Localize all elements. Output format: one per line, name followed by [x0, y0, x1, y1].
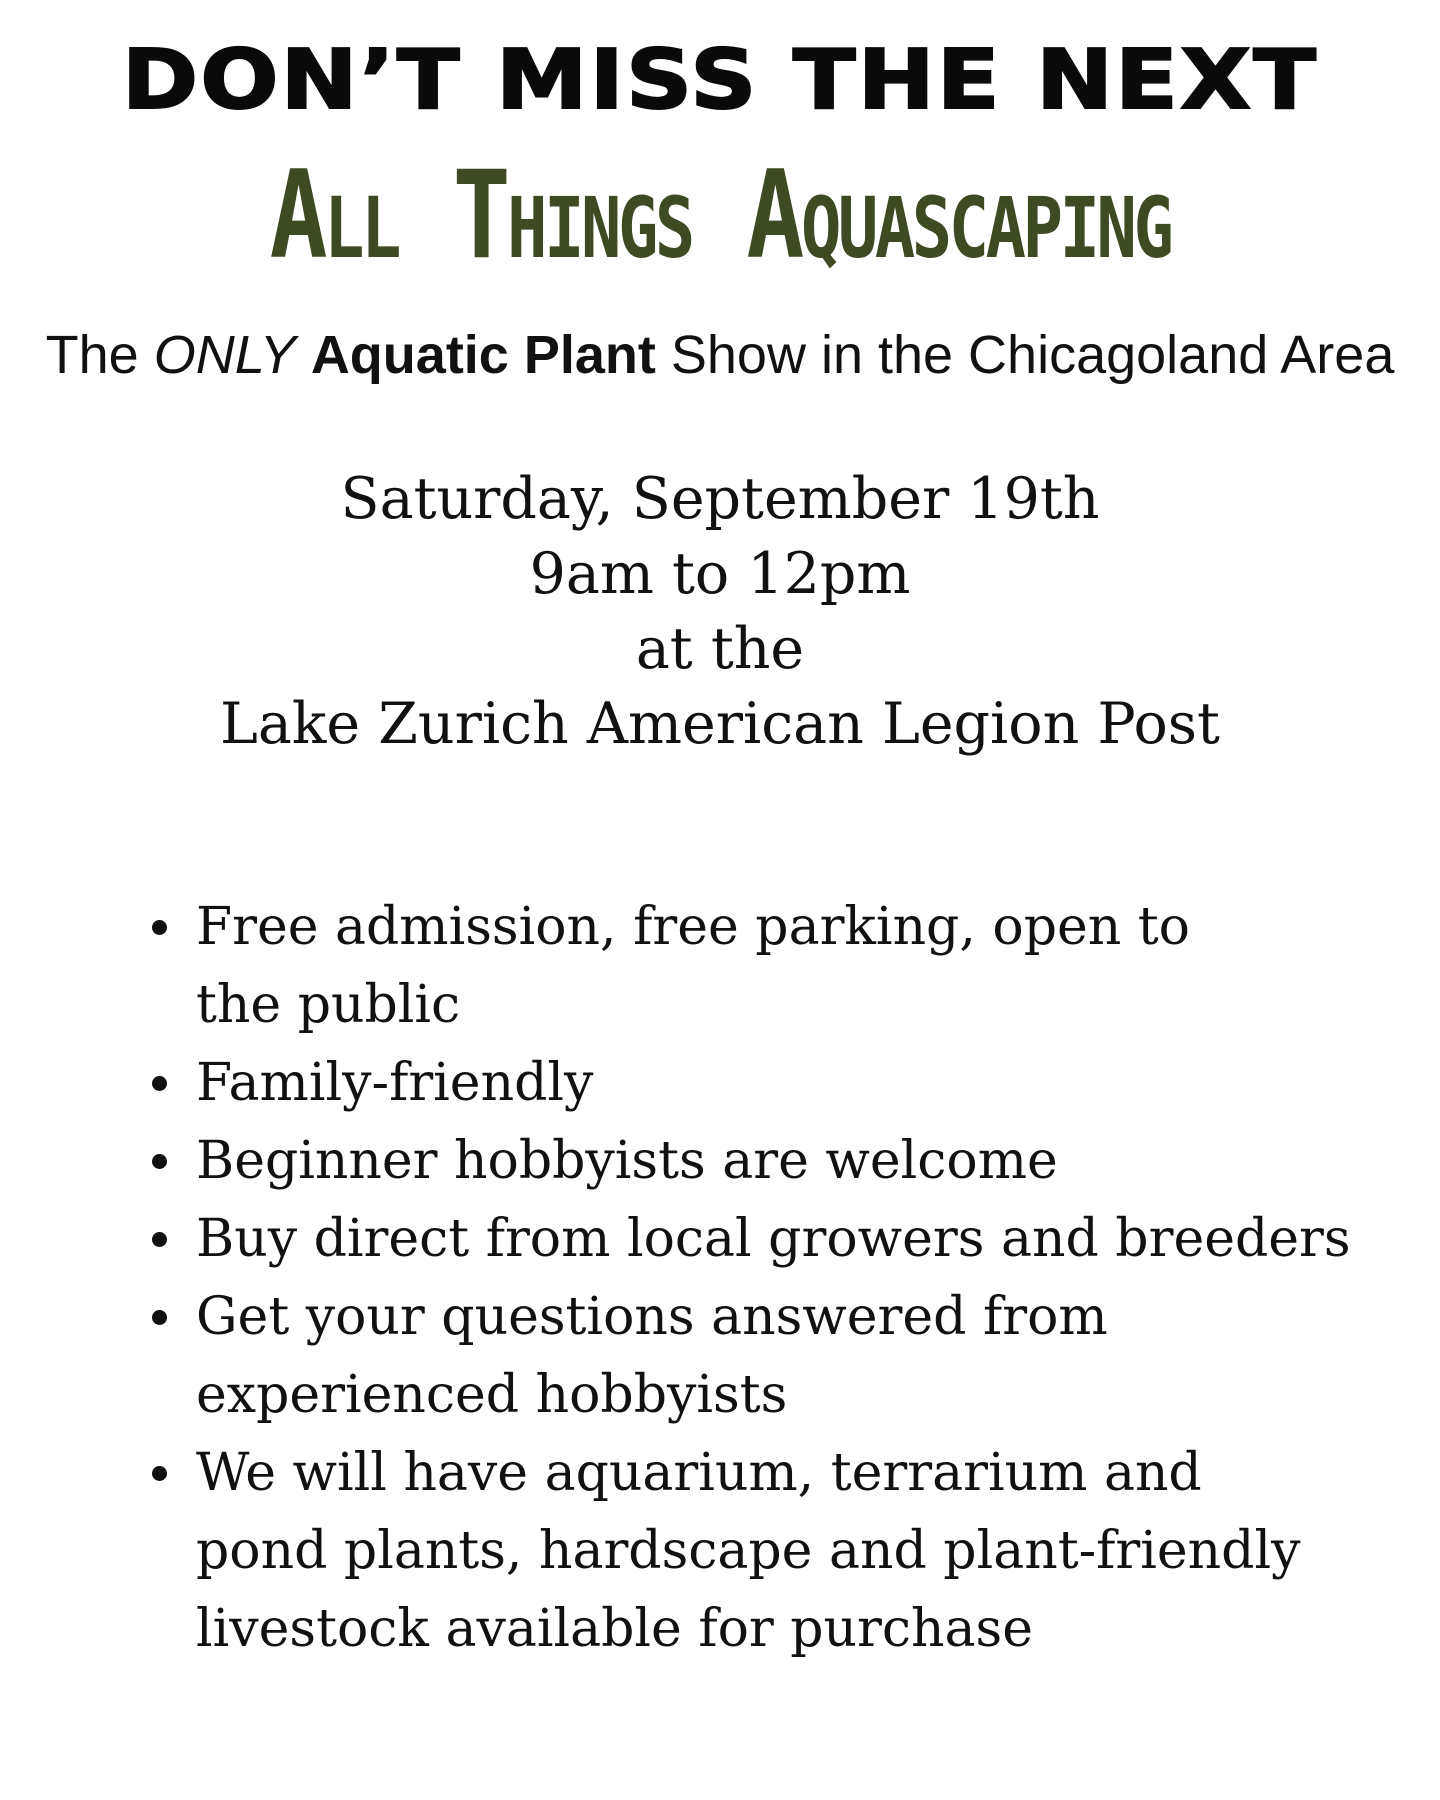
event-details [0, 462, 1440, 762]
event-venue: Lake Zurich American Legion Post [220, 691, 1220, 757]
tagline-space [296, 325, 311, 385]
feature-text: Buy direct from local growers and breeders [196, 1209, 1351, 1269]
event-date: Saturday, September 19th [340, 466, 1100, 532]
feature-text: We will have aquarium, terrarium and pond plants, hardscape and plant-friendly livestock available for purchase [196, 1443, 1301, 1659]
feature-text: Beginner hobbyists are welcome [196, 1131, 1058, 1191]
bullet-icon [152, 1310, 167, 1325]
feature-text: Family-friendly [196, 1053, 594, 1113]
list-item [196, 1122, 1396, 1200]
bullet-icon [152, 1232, 167, 1247]
tagline-suffix: Show in the Chicagoland Area [655, 325, 1395, 385]
tagline-prefix: The [45, 325, 154, 385]
bullet-icon [152, 1466, 167, 1481]
tagline [0, 325, 1440, 385]
list-item [196, 1200, 1396, 1278]
event-title: All Things Aquascaping [269, 145, 1171, 287]
event-connector: at the [635, 616, 805, 682]
bullet-icon [152, 1076, 167, 1091]
event-time: 9am to 12pm [529, 541, 911, 607]
kicker-heading: DON’T MISS THE NEXT [121, 33, 1319, 128]
feature-text: Get your questions answered from experienced hobbyists [196, 1287, 1108, 1425]
tagline-emphasis: ONLY [153, 325, 296, 385]
list-item [196, 1278, 1196, 1434]
bullet-icon [152, 1154, 167, 1169]
list-item [196, 1044, 1396, 1122]
tagline-bold: Aquatic Plant [310, 325, 656, 385]
bullet-icon [152, 920, 167, 935]
feature-list [150, 888, 1396, 1668]
list-item [196, 1434, 1346, 1668]
list-item [196, 888, 1236, 1044]
feature-text: Free admission, free parking, open to the public [196, 897, 1190, 1035]
